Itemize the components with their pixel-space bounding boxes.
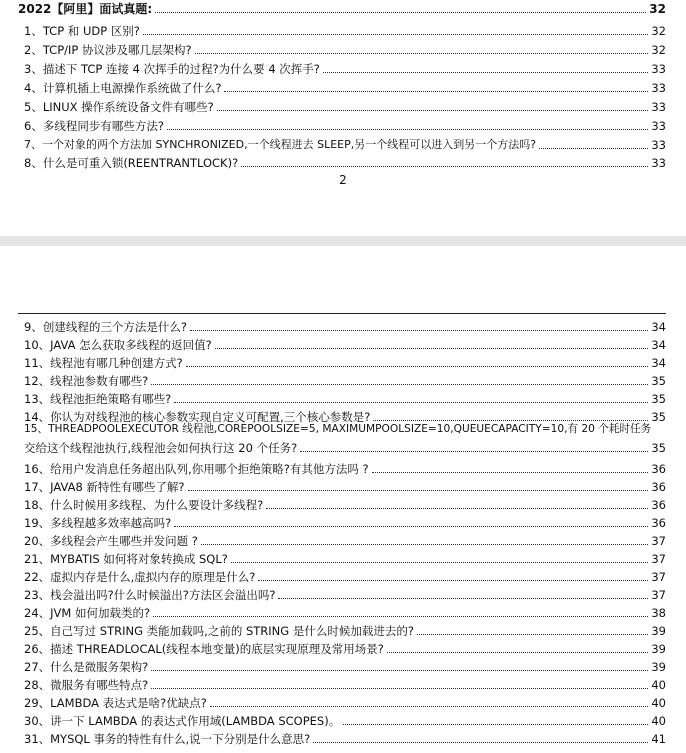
toc-page-top <box>0 0 686 236</box>
toc-dot-leader <box>151 688 648 689</box>
toc-entry-page: 37 <box>651 534 666 548</box>
toc-entry-title: 16、给用户发消息任务超出队列,你用哪个拒绝策略?有其他方法吗 ? <box>24 462 369 476</box>
toc-entry-title: 4、计算机插上电源操作系统做了什么? <box>24 81 222 95</box>
toc-entry-page: 33 <box>651 81 666 95</box>
toc-entry-page: 36 <box>651 480 666 494</box>
toc-dot-leader <box>224 91 648 92</box>
toc-entry-page: 37 <box>651 570 666 584</box>
toc-entry-title: 29、LAMBDA 表达式是啥?优缺点? <box>24 696 207 710</box>
toc-entry[interactable] <box>24 692 666 710</box>
toc-entry-page: 36 <box>651 498 666 512</box>
toc-entry-title: 14、你认为对线程池的核心参数实现自定义可配置,三个核心参数是? <box>24 410 371 424</box>
toc-entry-title: 15、THREADPOOLEXECUTOR 线程池,COREPOOLSIZE=5, MAXIMUMPOOLSIZE=10,QUEUECAPACITY=10,有 20 个耗时任务 <box>24 423 652 435</box>
toc-entry[interactable] <box>24 530 666 548</box>
toc-entry-page: 32 <box>651 24 666 38</box>
toc-entry-title: 1、TCP 和 UDP 区别? <box>24 24 140 38</box>
toc-dot-leader <box>313 742 648 743</box>
toc-entry-page: 38 <box>651 606 666 620</box>
toc-entry-title: 2、TCP/IP 协议涉及哪几层架构? <box>24 43 192 57</box>
toc-entry-page: 32 <box>651 43 666 57</box>
toc-dot-leader <box>201 544 648 545</box>
toc-dot-leader <box>215 348 649 349</box>
toc-entry[interactable] <box>24 334 666 352</box>
toc-entry-page: 39 <box>651 642 666 656</box>
toc-entry-title: 25、自己写过 STRING 类能加载吗,之前的 STRING 是什么时候加载进去的? <box>24 624 414 638</box>
toc-dot-leader <box>174 402 648 403</box>
toc-entry-page: 33 <box>651 62 666 76</box>
toc-dot-leader <box>190 330 648 331</box>
page-number: 2 <box>339 173 347 187</box>
toc-entry[interactable] <box>24 584 666 602</box>
toc-dot-leader <box>343 724 648 725</box>
toc-entry-title: 21、MYBATIS 如何将对象转换成 SQL? <box>24 552 228 566</box>
toc-entry-page: 39 <box>651 660 666 674</box>
toc-entry-wrapped[interactable] <box>24 421 666 455</box>
toc-dot-leader <box>539 148 648 149</box>
toc-entry[interactable] <box>24 39 666 57</box>
toc-entry-page: 33 <box>651 100 666 114</box>
toc-dot-leader <box>278 598 648 599</box>
toc-entry[interactable] <box>24 728 666 746</box>
toc-entry[interactable] <box>24 674 666 692</box>
toc-entry-title: 23、栈会溢出吗?什么时候溢出?方法区会溢出吗? <box>24 588 276 602</box>
toc-entry-title: 19、多线程越多效率越高吗? <box>24 516 172 530</box>
toc-entry-title: 30、讲一下 LAMBDA 的表达式作用域(LAMBDA SCOPES)。 <box>24 714 341 728</box>
toc-entry-page: 37 <box>651 588 666 602</box>
toc-dot-leader <box>266 508 648 509</box>
toc-entry-title: 27、什么是微服务架构? <box>24 660 149 674</box>
toc-entry-page: 41 <box>651 732 666 746</box>
toc-entry-title: 9、创建线程的三个方法是什么? <box>24 320 187 334</box>
toc-entry[interactable] <box>24 20 666 38</box>
toc-entry-page: 34 <box>651 338 666 352</box>
toc-entry[interactable] <box>24 134 666 152</box>
toc-dot-leader <box>155 12 646 13</box>
toc-dot-leader <box>323 72 648 73</box>
toc-entry-page: 34 <box>651 320 666 334</box>
toc-entry-page: 33 <box>651 156 666 170</box>
toc-entry-title: 18、什么时候用多线程、为什么要设计多线程? <box>24 498 264 512</box>
toc-dot-leader <box>153 616 648 617</box>
toc-entry[interactable] <box>24 494 666 512</box>
toc-entry-title: 10、JAVA 怎么获取多线程的返回值? <box>24 338 212 352</box>
toc-entry-title: 3、描述下 TCP 连接 4 次挥手的过程?为什么要 4 次挥手? <box>24 62 320 76</box>
toc-entry-page: 35 <box>651 410 666 424</box>
toc-entry[interactable] <box>24 476 666 494</box>
toc-entry-page: 35 <box>651 374 666 388</box>
toc-entry[interactable] <box>24 152 666 170</box>
toc-entry-page: 35 <box>651 441 666 455</box>
toc-dot-leader <box>217 110 649 111</box>
toc-entry-title: 8、什么是可重入锁(REENTRANTLOCK)? <box>24 156 239 170</box>
toc-dot-leader <box>210 706 648 707</box>
toc-dot-leader <box>241 166 648 167</box>
toc-dot-leader <box>387 652 648 653</box>
toc-entry-page: 40 <box>651 696 666 710</box>
toc-dot-leader <box>174 526 648 527</box>
toc-entry[interactable] <box>24 710 666 728</box>
toc-entry-page: 40 <box>651 714 666 728</box>
toc-entry-page: 37 <box>651 552 666 566</box>
toc-entry[interactable] <box>24 458 666 476</box>
toc-entry[interactable] <box>24 370 666 388</box>
toc-dot-leader <box>417 634 648 635</box>
toc-entry[interactable] <box>24 96 666 114</box>
toc-entry-section[interactable] <box>18 0 666 16</box>
toc-entry-page: 36 <box>651 516 666 530</box>
toc-entry[interactable] <box>24 115 666 133</box>
page-top-rule <box>18 313 666 314</box>
toc-dot-leader <box>143 34 648 35</box>
toc-entry-page: 34 <box>651 356 666 370</box>
toc-entry[interactable] <box>24 656 666 674</box>
toc-entry-title: 7、一个对象的两个方法加 SYNCHRONIZED,一个线程进去 SLEEP,另一个线程可以进入到另一个方法吗? <box>24 138 537 151</box>
toc-entry-title: 12、线程池参数有哪些? <box>24 374 149 388</box>
toc-dot-leader <box>167 129 648 130</box>
toc-entry[interactable] <box>24 620 666 638</box>
toc-entry[interactable] <box>24 548 666 566</box>
toc-dot-leader <box>258 580 648 581</box>
toc-entry-title-continued: 交给这个线程池执行,线程池会如何执行这 20 个任务? <box>24 441 298 455</box>
toc-entry-title: 17、JAVA8 新特性有哪些了解? <box>24 480 185 494</box>
toc-entry[interactable] <box>24 58 666 76</box>
toc-entry[interactable] <box>24 512 666 530</box>
toc-dot-leader <box>195 53 649 54</box>
toc-entry-title: 6、多线程同步有哪些方法? <box>24 119 164 133</box>
toc-entry-title: 31、MYSQL 事务的特性有什么,说一下分别是什么意思? <box>24 732 311 746</box>
toc-entry[interactable] <box>24 388 666 406</box>
toc-entry-page: 36 <box>651 462 666 476</box>
toc-entry[interactable] <box>24 352 666 370</box>
toc-dot-leader <box>151 670 648 671</box>
toc-entry-page: 33 <box>651 138 666 152</box>
toc-entry-page: 40 <box>651 678 666 692</box>
toc-entry-title: 24、JVM 如何加载类的? <box>24 606 151 620</box>
toc-entry-title: 22、虚拟内存是什么,虚拟内存的原理是什么? <box>24 570 256 584</box>
toc-entry[interactable] <box>24 638 666 656</box>
toc-entry[interactable] <box>24 566 666 584</box>
toc-entry[interactable] <box>24 77 666 95</box>
page-gap <box>0 236 686 246</box>
toc-dot-leader <box>372 472 649 473</box>
toc-entry-page: 32 <box>649 2 666 16</box>
toc-dot-leader <box>186 366 649 367</box>
toc-entry-title: 20、多线程会产生哪些并发问题 ? <box>24 534 198 548</box>
toc-entry-page: 35 <box>651 392 666 406</box>
toc-entry-title: 28、微服务有哪些特点? <box>24 678 149 692</box>
toc-dot-leader <box>300 451 648 452</box>
toc-entry-page: 33 <box>651 119 666 133</box>
toc-dot-leader <box>151 384 648 385</box>
toc-dot-leader <box>188 490 649 491</box>
toc-entry[interactable] <box>24 316 666 334</box>
toc-entry-title: 11、线程池有哪几种创建方式? <box>24 356 183 370</box>
toc-entry-title: 26、描述 THREADLOCAL(线程本地变量)的底层实现原理及常用场景? <box>24 642 384 656</box>
toc-entry-title: 2022【阿里】面试真题: <box>18 2 153 16</box>
toc-entry-page: 39 <box>651 624 666 638</box>
toc-dot-leader <box>231 562 649 563</box>
toc-entry[interactable] <box>24 602 666 620</box>
toc-entry-title: 13、线程池拒绝策略有哪些? <box>24 392 172 406</box>
toc-entry-title: 5、LINUX 操作系统设备文件有哪些? <box>24 100 214 114</box>
